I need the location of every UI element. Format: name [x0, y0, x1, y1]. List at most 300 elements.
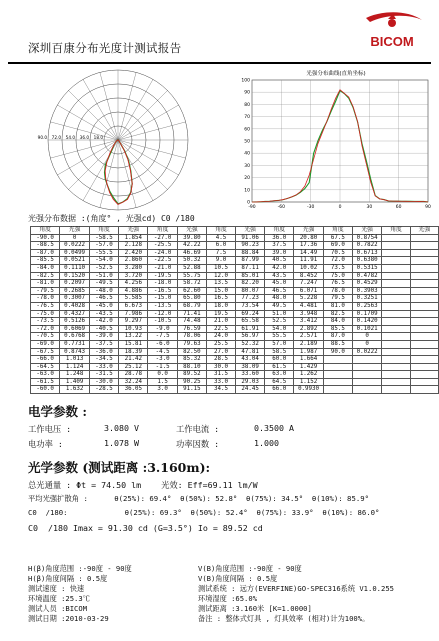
table-cell — [323, 363, 352, 371]
table-cell: 38.09 — [235, 363, 264, 371]
beam-angle-line-c0: C0 /180: θ(25%): 69.3° θ(50%): 52.4° θ(75%): 33.9° θ(10%): 86.0° — [28, 508, 380, 517]
table-cell: -7.5 — [148, 333, 177, 341]
pf-value: 1.000 — [254, 438, 279, 448]
table-cell: 33.60 — [235, 371, 264, 379]
table-cell: -25.5 — [148, 242, 177, 250]
table-cell: 60.0 — [265, 356, 294, 364]
table-cell: 50.32 — [177, 257, 206, 265]
table-header-cell: 角度 — [265, 227, 294, 235]
table-cell: 36.0 — [265, 234, 294, 242]
table-cell: -58.5 — [89, 234, 118, 242]
table-cell: -18.0 — [148, 280, 177, 288]
table-cell: 28.5 — [207, 356, 236, 364]
table-cell: -34.5 — [89, 356, 118, 364]
table-cell: 58.5 — [265, 348, 294, 356]
y-tick-label: 60 — [244, 127, 250, 133]
table-cell — [410, 333, 438, 341]
table-cell: -49.5 — [89, 280, 118, 288]
table-cell: 64.5 — [265, 378, 294, 386]
pf-label: 功率因数 : — [176, 439, 220, 449]
table-cell: 1.664 — [294, 356, 324, 364]
table-cell — [323, 356, 352, 364]
table-header-cell: 光强 — [352, 227, 382, 235]
table-cell: 0.0499 — [60, 249, 90, 257]
table-cell: 11.91 — [294, 257, 324, 265]
table-cell: 87.11 — [235, 264, 264, 272]
table-cell — [410, 280, 438, 288]
polar-grid-radial — [118, 72, 136, 140]
table-cell: 70.5 — [323, 249, 352, 257]
table-cell: 9.0 — [207, 257, 236, 265]
table-cell: 2.892 — [294, 325, 324, 333]
table-cell: 68.79 — [177, 302, 206, 310]
table-cell: 31.5 — [207, 371, 236, 379]
table-cell: -40.5 — [89, 325, 118, 333]
table-cell: 34.5 — [207, 386, 236, 394]
table-cell: -33.0 — [89, 363, 118, 371]
table-cell: 65.80 — [177, 295, 206, 303]
polar-grid-radial — [118, 140, 167, 189]
table-cell — [382, 280, 410, 288]
table-cell: 0.2097 — [60, 280, 90, 288]
table-cell: 58.72 — [177, 280, 206, 288]
table-cell: 46.69 — [177, 249, 206, 257]
table-cell: 45.0 — [265, 280, 294, 288]
table-cell: 52.32 — [235, 340, 264, 348]
table-cell: 12.0 — [207, 272, 236, 280]
polar-grid-radial — [83, 79, 118, 140]
table-cell: 43.04 — [235, 356, 264, 364]
table-cell: 65.58 — [235, 318, 264, 326]
table-cell: -43.5 — [89, 310, 118, 318]
table-cell: -4.5 — [148, 348, 177, 356]
table-cell: 0.2563 — [352, 302, 382, 310]
table-cell: 89.52 — [177, 371, 206, 379]
table-cell: 0.3903 — [352, 287, 382, 295]
table-cell: 46.5 — [265, 287, 294, 295]
table-cell: -61.5 — [31, 378, 60, 386]
table-cell: 2.860 — [119, 257, 148, 265]
table-cell: 15.81 — [119, 340, 148, 348]
table-cell: -37.5 — [89, 340, 118, 348]
table-cell: 1.124 — [60, 363, 90, 371]
table-cell: 4.481 — [294, 302, 324, 310]
footer-left — [28, 564, 132, 624]
footer-system: 测试系统 : 远方(EVERFINE)GO-SPEC316系统 V1.0.255 — [198, 584, 394, 593]
table-cell: 0.1520 — [60, 272, 90, 280]
table-cell — [410, 340, 438, 348]
table-cell: 0 — [60, 234, 90, 242]
table-cell: 88.10 — [177, 363, 206, 371]
table-cell: 5.585 — [119, 295, 148, 303]
table-cell: -79.5 — [31, 287, 60, 295]
table-cell: 4.256 — [119, 280, 148, 288]
table-cell: 0.5315 — [352, 264, 382, 272]
table-cell — [382, 234, 410, 242]
footer-h-range: H(β)角度范围 :-90度 - 90度 — [28, 564, 132, 573]
y-tick-label: 30 — [244, 163, 250, 169]
table-cell: -72.0 — [31, 325, 60, 333]
table-cell: 1.409 — [60, 378, 90, 386]
polar-grid-radial — [69, 91, 118, 140]
table-cell: 67.5 — [323, 234, 352, 242]
table-cell: -87.0 — [31, 249, 60, 257]
table-cell: -63.0 — [31, 371, 60, 379]
power-label: 电功率 : — [28, 439, 63, 449]
table-cell: 21.0 — [207, 318, 236, 326]
table-cell: 3.948 — [294, 310, 324, 318]
table-caption: 光强分布数据 :(角度° , 光强cd) C0 /180 — [28, 214, 195, 223]
table-header-cell: 光强 — [60, 227, 90, 235]
table-cell: 74.48 — [177, 318, 206, 326]
intensity-data-table — [30, 226, 439, 394]
logo-text: BICOM — [370, 34, 414, 49]
polar-grid-radial — [100, 140, 118, 208]
table-cell — [382, 325, 410, 333]
table-cell: 39.0 — [265, 249, 294, 257]
table-cell: -16.5 — [148, 287, 177, 295]
table-cell: 3.412 — [294, 318, 324, 326]
polar-grid-radial — [50, 140, 118, 158]
table-cell: 69.24 — [235, 310, 264, 318]
polar-scale-label: 54.0 — [65, 135, 75, 140]
table-cell: -51.0 — [89, 272, 118, 280]
beam-angle-line-average: 平均光强扩散角 : θ(25%): 69.4° θ(50%): 52.8° θ(75%): 34.5° θ(10%): 85.9° — [28, 494, 370, 503]
table-cell: 3.0 — [148, 386, 177, 394]
table-cell: 61.5 — [265, 363, 294, 371]
table-cell: 0.4028 — [60, 302, 90, 310]
table-cell: 82.20 — [235, 280, 264, 288]
table-row — [31, 363, 439, 371]
cartesian-intensity-chart — [236, 66, 436, 212]
y-tick-label: 80 — [244, 102, 250, 108]
table-cell: -31.5 — [89, 371, 118, 379]
table-cell: 16.5 — [207, 295, 236, 303]
polar-scale-label: 18.0 — [93, 135, 103, 140]
polar-grid-radial — [118, 122, 186, 140]
table-cell: 27.0 — [207, 348, 236, 356]
table-cell: 85.32 — [177, 356, 206, 364]
y-tick-label: 0 — [247, 200, 250, 206]
table-cell — [382, 356, 410, 364]
table-cell: 22.5 — [207, 325, 236, 333]
table-cell: -27.0 — [148, 234, 177, 242]
table-cell: -90.0 — [31, 234, 60, 242]
table-cell: -54.0 — [89, 257, 118, 265]
table-cell: 10.5 — [207, 264, 236, 272]
x-tick-label: 90 — [425, 205, 431, 210]
table-cell — [382, 295, 410, 303]
table-cell — [382, 272, 410, 280]
table-cell: -85.5 — [31, 257, 60, 265]
table-cell: 90.23 — [235, 242, 264, 250]
y-tick-label: 10 — [244, 188, 250, 194]
table-cell: 78.0 — [323, 287, 352, 295]
table-cell: 1.429 — [294, 363, 324, 371]
table-cell — [352, 371, 382, 379]
report-title: 深圳百康分布光度计测试报告 — [28, 41, 182, 55]
table-header-cell: 角度 — [323, 227, 352, 235]
table-cell: 7.986 — [119, 310, 148, 318]
table-cell: 78.06 — [177, 333, 206, 341]
table-cell: -84.0 — [31, 264, 60, 272]
table-cell: -57.0 — [89, 242, 118, 250]
table-cell: 48.0 — [265, 295, 294, 303]
table-cell: 85.5 — [323, 325, 352, 333]
x-tick-label: 0 — [338, 205, 342, 210]
table-cell: 10.93 — [119, 325, 148, 333]
table-cell: 82.5 — [323, 310, 352, 318]
table-cell: 71.41 — [177, 310, 206, 318]
table-cell: 2.420 — [119, 249, 148, 257]
table-cell: 32.24 — [119, 378, 148, 386]
table-cell: 55.5 — [265, 333, 294, 341]
table-cell: -46.5 — [89, 295, 118, 303]
table-cell: -28.5 — [89, 386, 118, 394]
table-cell: -3.0 — [148, 356, 177, 364]
table-cell: 62.60 — [177, 287, 206, 295]
table-cell: 13.22 — [119, 333, 148, 341]
table-header-cell: 角度 — [207, 227, 236, 235]
footer-distance: 测试距离 :3.160米 [K=1.0000] — [198, 604, 312, 613]
table-header-cell: 光强 — [177, 227, 206, 235]
table-cell: 0.7731 — [60, 340, 90, 348]
table-cell: 6.0 — [207, 242, 236, 250]
table-cell: 0.0 — [148, 371, 177, 379]
table-cell: 7.247 — [294, 280, 324, 288]
table-cell — [382, 249, 410, 257]
table-cell: 7.5 — [207, 249, 236, 257]
table-cell: 57.0 — [265, 340, 294, 348]
table-cell: -1.5 — [148, 363, 177, 371]
table-cell: 52.5 — [265, 318, 294, 326]
table-cell — [382, 310, 410, 318]
table-cell: 69.0 — [323, 242, 352, 250]
table-cell: 19.5 — [207, 310, 236, 318]
table-cell — [410, 264, 438, 272]
table-cell: 0.0222 — [60, 242, 90, 250]
table-cell: 36.05 — [119, 386, 148, 394]
table-cell: 0.4782 — [352, 272, 382, 280]
footer-v-step: V(B)角度间隔 : 0.5度 — [198, 574, 278, 583]
power-value: 1.078 W — [104, 438, 139, 448]
table-header-cell: 角度 — [31, 227, 60, 235]
table-cell: 9.297 — [119, 318, 148, 326]
table-cell: 63.0 — [265, 371, 294, 379]
table-header-cell: 角度 — [89, 227, 118, 235]
table-cell: -10.5 — [148, 318, 177, 326]
x-tick-label: -60 — [277, 205, 286, 210]
table-cell: 3.280 — [119, 264, 148, 272]
table-cell — [410, 302, 438, 310]
table-cell: 18.39 — [119, 348, 148, 356]
table-cell: 79.5 — [323, 295, 352, 303]
table-cell — [323, 386, 352, 394]
table-cell: 0.5126 — [60, 318, 90, 326]
table-cell: 25.12 — [119, 363, 148, 371]
footer-right — [198, 564, 394, 624]
table-row — [31, 287, 439, 295]
table-cell — [410, 378, 438, 386]
table-cell: -52.5 — [89, 264, 118, 272]
table-cell: 61.91 — [235, 325, 264, 333]
table-cell: 4.5 — [207, 234, 236, 242]
polar-grid-radial — [69, 140, 118, 189]
table-cell: 84.0 — [323, 318, 352, 326]
table-cell: -88.5 — [31, 242, 60, 250]
x-tick-label: 60 — [395, 205, 402, 210]
table-header-cell: 光强 — [119, 227, 148, 235]
polar-grid-radial — [100, 72, 118, 140]
table-cell: 1.987 — [294, 348, 324, 356]
table-cell: 1.5 — [148, 378, 177, 386]
table-cell: 87.99 — [235, 257, 264, 265]
table-row — [31, 264, 439, 272]
table-cell — [410, 287, 438, 295]
table-cell: 77.23 — [235, 295, 264, 303]
table-cell: -70.5 — [31, 333, 60, 341]
table-cell — [352, 356, 382, 364]
table-cell: 0 — [352, 340, 382, 348]
table-cell — [410, 249, 438, 257]
table-header-cell: 角度 — [148, 227, 177, 235]
footer-remark: 备注 : 整体式灯具 , 灯具效率 (相对)计为100%。 — [198, 614, 370, 623]
imax-line: C0 /180 Imax = 91.30 cd (G=3.5°) Io = 89.52 cd — [28, 523, 263, 533]
table-cell: -12.0 — [148, 310, 177, 318]
table-cell: -64.5 — [31, 363, 60, 371]
table-cell: -67.5 — [31, 348, 60, 356]
table-cell: 0.9930 — [294, 386, 324, 394]
y-tick-label: 40 — [244, 151, 250, 157]
table-body — [31, 234, 439, 393]
table-cell — [382, 318, 410, 326]
table-cell — [410, 242, 438, 250]
table-cell: -81.0 — [31, 280, 60, 288]
table-cell: 75.0 — [323, 272, 352, 280]
table-row — [31, 318, 439, 326]
table-cell: 4.886 — [119, 287, 148, 295]
table-row — [31, 348, 439, 356]
polar-scale-label: 36.0 — [79, 135, 89, 140]
table-cell: 30.0 — [207, 363, 236, 371]
table-cell: 0 — [352, 333, 382, 341]
table-cell: -75.0 — [31, 310, 60, 318]
y-tick-label: 90 — [244, 90, 250, 96]
polar-scale-label: 90.0 — [37, 135, 47, 140]
voltage-value: 3.080 V — [104, 423, 139, 433]
table-cell — [382, 257, 410, 265]
table-row — [31, 310, 439, 318]
table-cell: -48.0 — [89, 287, 118, 295]
table-cell — [410, 371, 438, 379]
table-header-cell: 光强 — [294, 227, 324, 235]
table-cell: 15.0 — [207, 287, 236, 295]
table-cell — [410, 318, 438, 326]
table-header-row — [31, 227, 439, 235]
bicom-logo — [352, 10, 432, 52]
table-row — [31, 302, 439, 310]
table-cell: 54.0 — [265, 325, 294, 333]
table-row — [31, 257, 439, 265]
footer-date: 测试日期 :2010-03-29 — [28, 614, 109, 623]
table-cell: 56.97 — [235, 333, 264, 341]
table-cell — [382, 287, 410, 295]
table-cell: -60.0 — [31, 386, 60, 394]
polar-grid-radial — [118, 140, 136, 208]
table-cell: -73.5 — [31, 318, 60, 326]
table-cell: 91.15 — [177, 386, 206, 394]
table-cell: 0.0222 — [352, 348, 382, 356]
y-tick-label: 70 — [244, 115, 250, 121]
table-cell: 0.8743 — [60, 348, 90, 356]
table-cell: 39.80 — [177, 234, 206, 242]
table-row — [31, 295, 439, 303]
line-chart-title: 光强分布曲线(直角坐标) — [306, 71, 366, 77]
logo-dot-icon — [388, 19, 396, 27]
flux-line: 总光通量 : Φt = 74.50 lm 光效: Eff=69.11 lm/W — [28, 480, 258, 490]
table-cell: 88.84 — [235, 249, 264, 257]
table-cell: 40.5 — [265, 257, 294, 265]
table-cell: 80.07 — [235, 287, 264, 295]
table-row — [31, 371, 439, 379]
table-cell — [410, 272, 438, 280]
table-cell: -19.5 — [148, 272, 177, 280]
table-cell: 21.42 — [119, 356, 148, 364]
table-cell: -22.5 — [148, 257, 177, 265]
table-cell — [352, 378, 382, 386]
table-cell: -15.0 — [148, 295, 177, 303]
table-row — [31, 386, 439, 394]
table-cell: 0.6380 — [352, 257, 382, 265]
polar-scale-labels — [38, 135, 104, 140]
table-header-cell: 光强 — [410, 227, 438, 235]
table-cell: -82.5 — [31, 272, 60, 280]
polar-grid-radial — [118, 140, 186, 158]
table-cell: 0.2685 — [60, 287, 90, 295]
table-cell: 33.0 — [207, 378, 236, 386]
table-cell: 8.452 — [294, 272, 324, 280]
table-cell: -21.0 — [148, 264, 177, 272]
table-cell: 73.5 — [323, 264, 352, 272]
table-cell: 43.5 — [265, 272, 294, 280]
table-cell — [382, 333, 410, 341]
table-cell: -69.0 — [31, 340, 60, 348]
electrical-title: 电学参数 : — [28, 404, 87, 419]
x-tick-label: -30 — [306, 205, 315, 210]
table-cell: 0.7822 — [352, 242, 382, 250]
table-cell: 28.78 — [119, 371, 148, 379]
table-cell: 0.3251 — [352, 295, 382, 303]
table-cell: 14.49 — [294, 249, 324, 257]
table-cell: 3.720 — [119, 272, 148, 280]
table-cell: 2.128 — [119, 242, 148, 250]
table-cell: 10.02 — [294, 264, 324, 272]
table-row — [31, 356, 439, 364]
table-row — [31, 325, 439, 333]
table-cell — [382, 378, 410, 386]
table-cell: 90.0 — [323, 348, 352, 356]
table-cell: -42.0 — [89, 318, 118, 326]
table-header-cell: 角度 — [382, 227, 410, 235]
table-cell: 79.63 — [177, 340, 206, 348]
line-chart-grid — [252, 80, 428, 202]
current-label: 工作电流 : — [176, 424, 220, 434]
table-cell: 18.0 — [207, 302, 236, 310]
table-cell: 66.0 — [265, 386, 294, 394]
table-cell: -13.5 — [148, 302, 177, 310]
table-row — [31, 333, 439, 341]
table-cell — [352, 386, 382, 394]
